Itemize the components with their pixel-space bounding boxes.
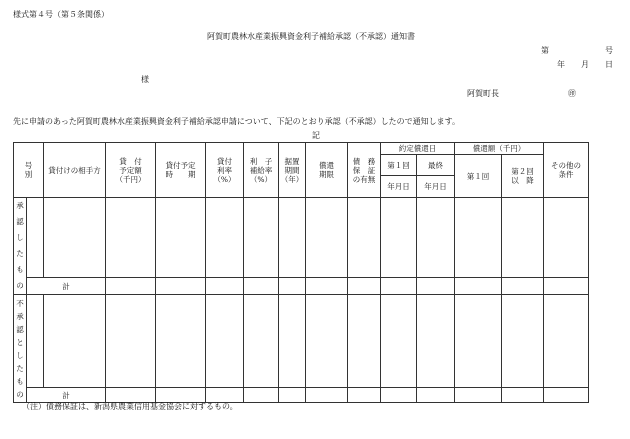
doc-number-prefix: 第 (541, 46, 549, 55)
header-guarantee: 債 務 保 証 の有無 (348, 143, 381, 198)
table-cell[interactable] (306, 198, 348, 278)
form-number: 様式第４号（第５条関係） (13, 10, 109, 19)
header-subsidy-rate: 利 子 補給率 （%） (244, 143, 279, 198)
table-cell[interactable] (244, 278, 279, 295)
rejected-section-label: 不 承 認 と し た も の (14, 295, 27, 403)
header-rate: 貸付 利率 （%） (206, 143, 244, 198)
table-cell[interactable] (502, 295, 544, 388)
table-cell[interactable] (156, 295, 206, 388)
table-cell[interactable] (156, 198, 206, 278)
table-cell[interactable] (502, 278, 544, 295)
table-cell[interactable] (206, 295, 244, 388)
table-cell[interactable] (306, 388, 348, 403)
rejected-total-label: 計 (27, 388, 106, 403)
approved-section-label: 承 認 し た も の (14, 198, 27, 295)
addressee-suffix: 様 (141, 75, 149, 84)
table-cell[interactable] (348, 198, 381, 278)
table-cell[interactable] (306, 278, 348, 295)
table-cell[interactable] (381, 198, 417, 278)
body-text: 先に申請のあった阿賀町農林水産業振興資金利子補給承認申請について、下記のとおり承認（不承認）したので通知します。 (13, 117, 460, 126)
subsidy-table (13, 142, 589, 403)
date-year: 年 (557, 60, 565, 69)
header-deferral: 据置 期間 （年） (279, 143, 306, 198)
table-cell[interactable] (455, 198, 502, 278)
table-cell[interactable] (44, 295, 106, 388)
table-cell[interactable] (106, 278, 156, 295)
table-cell[interactable] (417, 198, 455, 278)
table-cell[interactable] (106, 295, 156, 388)
table-cell[interactable] (455, 278, 502, 295)
ki-heading: 記 (312, 131, 320, 140)
table-cell[interactable] (27, 295, 44, 388)
table-cell[interactable] (206, 198, 244, 278)
approved-total-label: 計 (27, 278, 106, 295)
header-repay-date-first: 第１回 (381, 155, 417, 176)
table-cell[interactable] (348, 295, 381, 388)
table-cell[interactable] (206, 388, 244, 403)
table-cell[interactable] (544, 388, 589, 403)
table-cell[interactable] (544, 295, 589, 388)
table-cell[interactable] (106, 388, 156, 403)
table-cell[interactable] (44, 198, 106, 278)
table-cell[interactable] (348, 388, 381, 403)
table-cell[interactable] (206, 278, 244, 295)
table-cell[interactable] (544, 198, 589, 278)
table-cell[interactable] (279, 198, 306, 278)
table-cell[interactable] (156, 388, 206, 403)
table-cell[interactable] (306, 295, 348, 388)
table-cell[interactable] (381, 295, 417, 388)
header-repay-period: 償還 期限 (306, 143, 348, 198)
table-cell[interactable] (502, 388, 544, 403)
table-cell[interactable] (417, 295, 455, 388)
table-cell[interactable] (156, 278, 206, 295)
table-cell[interactable] (455, 295, 502, 388)
table-cell[interactable] (244, 295, 279, 388)
header-borrower: 貸付けの相手方 (44, 143, 106, 198)
date-month: 月 (581, 60, 589, 69)
table-cell[interactable] (455, 388, 502, 403)
table-cell[interactable] (106, 198, 156, 278)
doc-number-suffix: 号 (605, 46, 613, 55)
table-cell[interactable] (544, 278, 589, 295)
table-cell[interactable] (27, 198, 44, 278)
date-day: 日 (605, 60, 613, 69)
table-cell[interactable] (417, 278, 455, 295)
table-cell[interactable] (348, 278, 381, 295)
table-cell[interactable] (381, 278, 417, 295)
table-cell[interactable] (279, 278, 306, 295)
header-repay-amount-second: 第２回 以 降 (502, 155, 544, 198)
header-ymd-last: 年月日 (417, 176, 455, 198)
header-repay-amount: 償還額（千円） (455, 143, 544, 155)
table-cell[interactable] (502, 198, 544, 278)
sender-title: 阿賀町長 (467, 89, 499, 98)
table-cell[interactable] (279, 295, 306, 388)
table-cell[interactable] (244, 198, 279, 278)
header-amount: 貸 付 予定額 （千円） (106, 143, 156, 198)
table-cell[interactable] (279, 388, 306, 403)
header-repay-date: 約定償還日 (381, 143, 455, 155)
footnote: （注）債務保証は、新潟県農業信用基金協会に対するもの。 (22, 402, 238, 411)
header-other: その他の 条件 (544, 143, 589, 198)
header-period: 貸付予定 時 期 (156, 143, 206, 198)
header-repay-date-last: 最終 (417, 155, 455, 176)
page-title: 阿賀町農林水産業振興資金利子補給承認（不承認）通知書 (207, 32, 415, 41)
table-cell[interactable] (244, 388, 279, 403)
header-no: 号 別 (14, 143, 44, 198)
table-cell[interactable] (381, 388, 417, 403)
header-ymd-first: 年月日 (381, 176, 417, 198)
header-repay-amount-first: 第１回 (455, 155, 502, 198)
seal-mark: ㊞ (568, 89, 576, 98)
table-cell[interactable] (417, 388, 455, 403)
